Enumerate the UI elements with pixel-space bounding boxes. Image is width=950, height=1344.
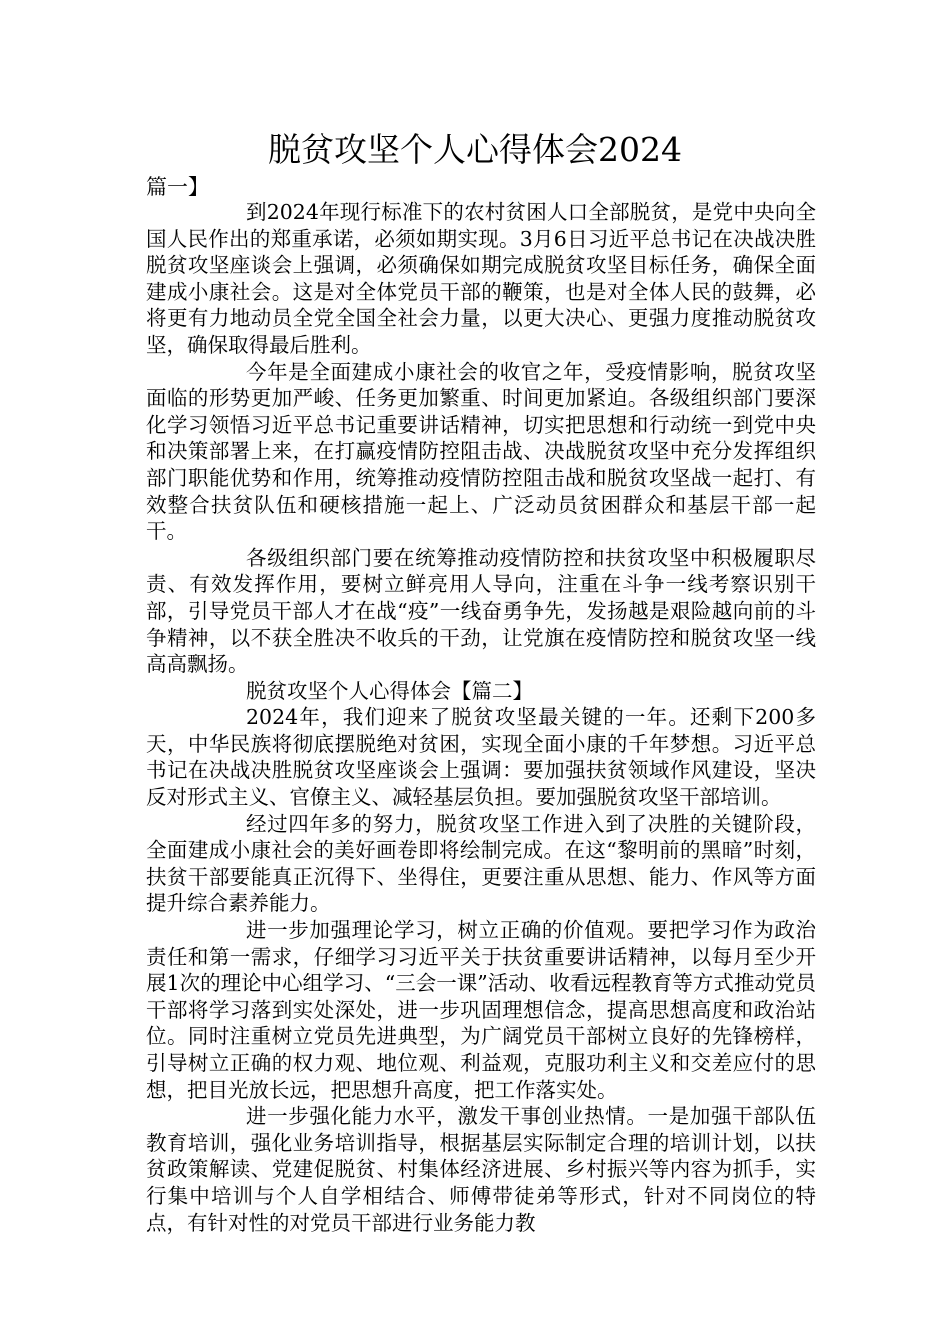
document-body <box>146 199 816 1236</box>
paragraph-6: 进一步加强理论学习，树立正确的价值观。要把学习作为政治责任和第一需求，仔细学习习近平关于扶贫重要讲话精神，以每月至少开展1次的理论中心组学习、“三会一课”活动、收看远程教育等方式推动党员干部将学习落到实处深处，进一步巩固理想信念，提高思想高度和政治站位。同时注重树立党员先进典型，为广阔党员干部树立良好的先锋榜样，引导树立正确的权力观、地位观、利益观，克服功利主义和交差应付的思想，把目光放长远，把思想升高度，把工作落实处。 <box>146 918 816 1102</box>
paragraph-5: 经过四年多的努力，脱贫攻坚工作进入到了决胜的关键阶段，全面建成小康社会的美好画卷即将绘制完成。在这“黎明前的黑暗”时刻，扶贫干部要能真正沉得下、坐得住，更要注重从思想、能力、作风等方面提升综合素养能力。 <box>146 811 816 916</box>
paragraph-1: 到2024年现行标准下的农村贫困人口全部脱贫，是党中央向全国人民作出的郑重承诺，必须如期实现。3月6日习近平总书记在决战决胜脱贫攻坚座谈会上强调，必须确保如期完成脱贫攻坚目标任务，确保全面建成小康社会。这是对全体党员干部的鞭策，也是对全体人民的鼓舞，必将更有力地动员全党全国全社会力量，以更大决心、更强力度推动脱贫攻坚，确保取得最后胜利。 <box>146 200 816 357</box>
document-title: 脱贫攻坚个人心得体会2024 <box>268 130 682 169</box>
paragraph-4: 2024年，我们迎来了脱贫攻坚最关键的一年。还剩下200多天，中华民族将彻底摆脱绝对贫困，实现全面小康的千年梦想。习近平总书记在决战决胜脱贫攻坚座谈会上强调：要加强扶贫领域作风建设，坚决反对形式主义、官僚主义、减轻基层负担。要加强脱贫攻坚干部培训。 <box>146 705 816 810</box>
section-two-heading: 脱贫攻坚个人心得体会【篇二】 <box>246 678 533 703</box>
paragraph-2: 今年是全面建成小康社会的收官之年，受疫情影响，脱贫攻坚面临的形势更加严峻、任务更加繁重、时间更加紧迫。各级组织部门要深化学习领悟习近平总书记重要讲话精神，切实把思想和行动统一到党中央和决策部署上来，在打赢疫情防控阻击战、决战脱贫攻坚中充分发挥组织部门职能优势和作用，统筹推动疫情防控阻击战和脱贫攻坚战一起打、有效整合扶贫队伍和硬核措施一起上、广泛动员贫困群众和基层干部一起干。 <box>146 359 816 544</box>
section-one-label: 篇一】 <box>146 175 209 199</box>
paragraph-3: 各级组织部门要在统筹推动疫情防控和扶贫攻坚中积极履职尽责、有效发挥作用，要树立鲜亮用人导向，注重在斗争一线考察识别干部，引导党员干部人才在战“疫”一线奋勇争先，发扬越是艰险越向前的斗争精神，以不获全胜决不收兵的干劲，让党旗在疫情防控和脱贫攻坚一线高高飘扬。 <box>146 545 816 677</box>
paragraph-7: 进一步强化能力水平，激发干事创业热情。一是加强干部队伍教育培训，强化业务培训指导，根据基层实际制定合理的培训计划，以扶贫政策解读、党建促脱贫、村集体经济进展、乡村振兴等内容为抓手，实行集中培训与个人自学相结合、师傅带徒弟等形式，针对不同岗位的特点，有针对性的对党员干部进行业务能力教 <box>146 1104 816 1235</box>
